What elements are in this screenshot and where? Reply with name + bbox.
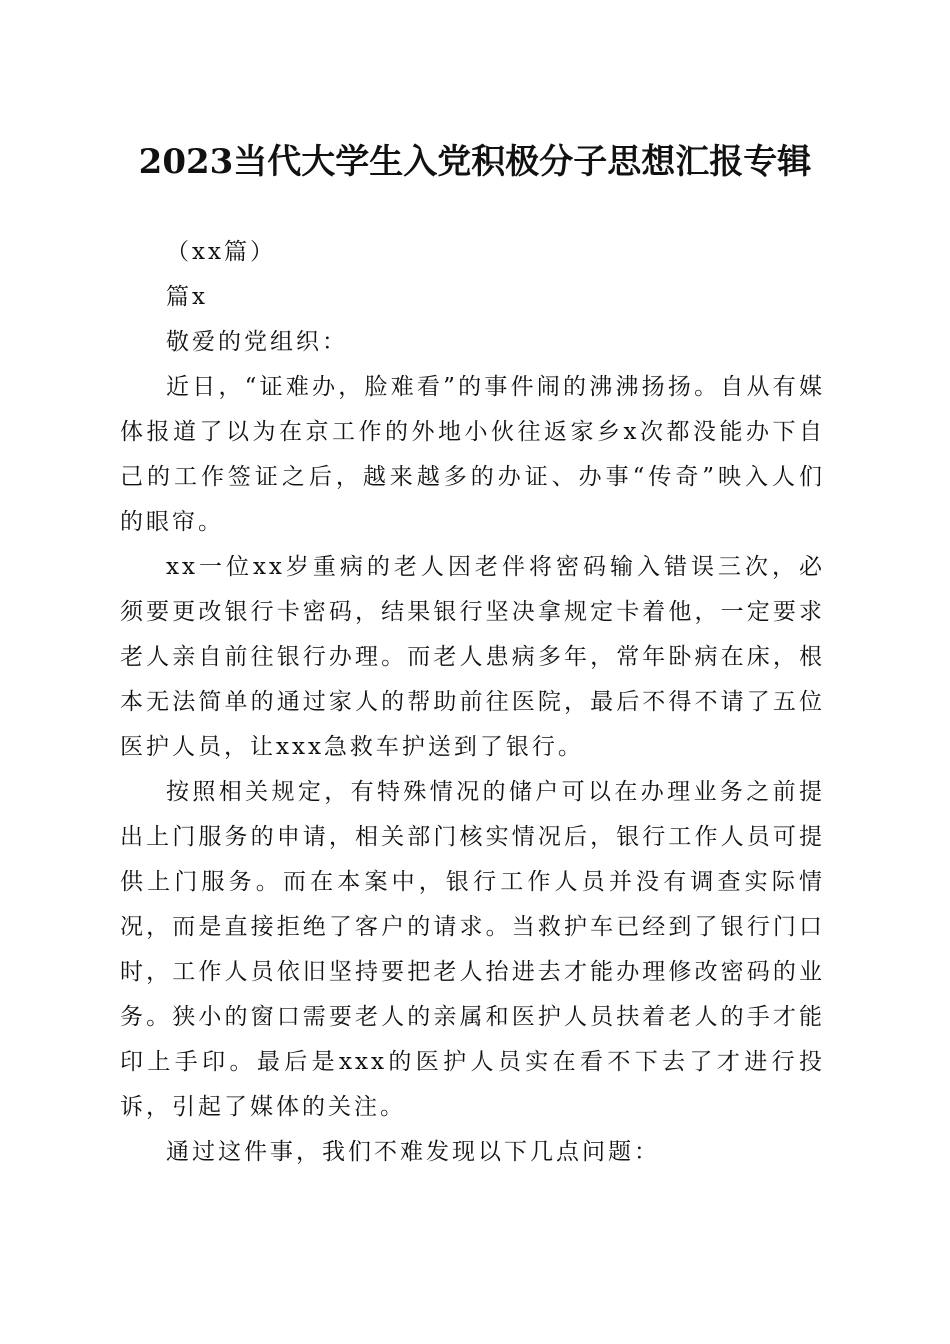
- paragraph: 通过这件事，我们不难发现以下几点问题：: [166, 1139, 660, 1165]
- paragraph: 近日，“证难办，脸难看”的事件闹的沸沸扬扬。自从有媒体报道了以为在京工作的外地小伙往返家乡x次都没能办下自己的工作签证之后，越来越多的办证、办事“传奇”映入人们的眼帘。: [120, 374, 825, 535]
- document-title: 2023当代大学生入党积极分子思想汇报专辑: [138, 142, 812, 182]
- paragraph: xx一位xx岁重病的老人因老伴将密码输入错误三次，必须要更改银行卡密码，结果银行坚决拿规定卡着他，一定要求老人亲自前往银行办理。而老人患病多年，常年卧病在床，根本无法简单的通过家人的帮助前往医院，最后不得不请了五位医护人员，让xxx急救车护送到了银行。: [120, 554, 825, 760]
- salutation: 敬爱的党组织：: [166, 329, 348, 355]
- paragraph: 按照相关规定，有特殊情况的储户可以在办理业务之前提出上门服务的申请，相关部门核实情况后，银行工作人员可提供上门服务。而在本案中，银行工作人员并没有调查实际情况，而是直接拒绝了客户的请求。当救护车已经到了银行门口时，工作人员依旧坚持要把老人抬进去才能办理修改密码的业务。狭小的窗口需要老人的亲属和医护人员扶着老人的手才能印上手印。最后是xxx的医护人员实在看不下去了才进行投诉，引起了媒体的关注。: [120, 779, 825, 1120]
- document-body: [120, 230, 825, 1175]
- section-label: 篇x: [166, 284, 208, 310]
- document-subtitle: （xx篇）: [166, 239, 276, 265]
